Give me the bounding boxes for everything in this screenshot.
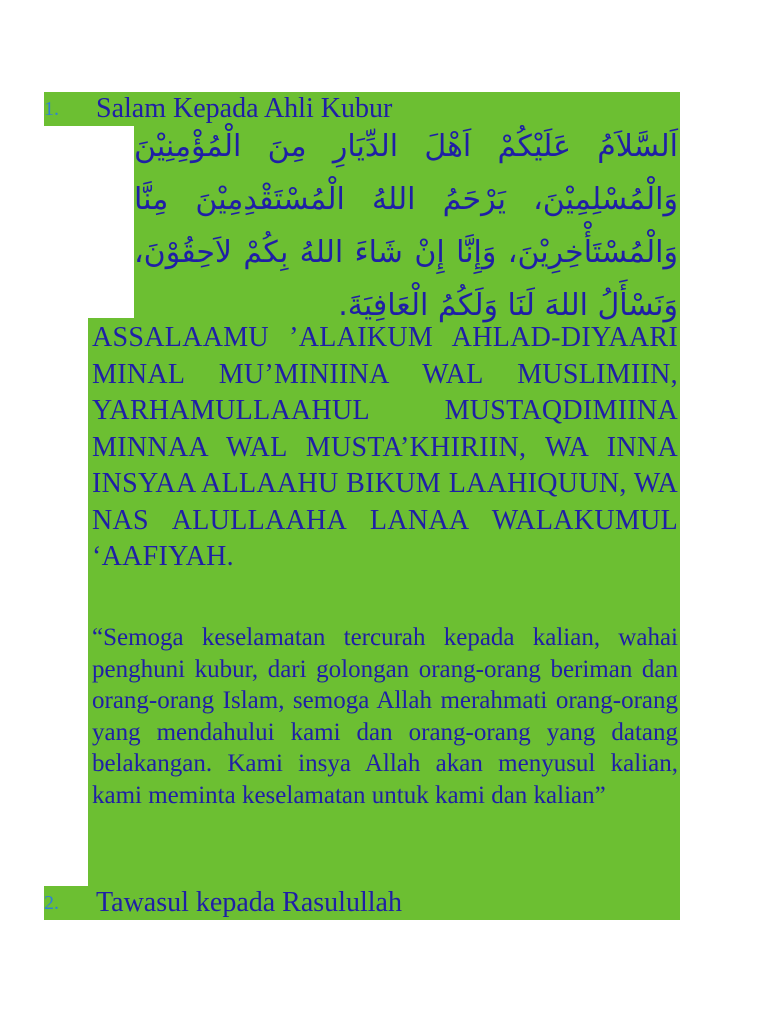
arabic-prayer-text: اَلسَّلاَمُ عَلَيْكُمْ اَهْلَ الدِّيَارِ مِنَ الْمُؤْمِنِيْنَ وَالْمُسْلِمِيْنَ، يَرْحَمُ اللهُ الْمُسْتَقْدِمِيْنَ مِنَّا وَالْمُسْتَأْخِرِيْنَ، وَإِنَّا إِنْ شَاءَ اللهُ بِكُمْ لاَحِقُوْنَ، وَنَسْأَلُ اللهَ لَنَا وَلَكُمُ الْعَافِيَةَ. [134, 129, 678, 323]
transliteration-text: ASSALAAMU ’ALAIKUM AHLAD-DIYAARI MINAL MU’MINIINA WAL MUSLIMIIN, YARHAMULLAAHUL MUSTAQDIMIINA MINNAA WAL MUSTA’KHIRIIN, WA INNA INSYAA ALLAAHU BIKUM LAAHIQUUN, WA NAS ALULLAAHA LANAA WALAKUMUL ‘AAFIYAH. [92, 322, 678, 572]
item-number: 1. [44, 98, 59, 120]
item-2-heading [44, 888, 402, 918]
item-title: Salam Kepada Ahli Kubur [96, 93, 393, 124]
item-title: Tawasul kepada Rasulullah [96, 887, 402, 918]
translation-text: “Semoga keselamatan tercurah kepada kalian, wahai penghuni kubur, dari golongan orang-orang beriman dan orang-orang Islam, semoga Allah merahmati orang-orang yang mendahului kami dan orang-orang yang datang belakangan. Kami insya Allah akan menyusul kalian, kami meminta keselamatan untuk kami dan kalian” [92, 624, 678, 809]
item-number: 2. [44, 892, 59, 914]
